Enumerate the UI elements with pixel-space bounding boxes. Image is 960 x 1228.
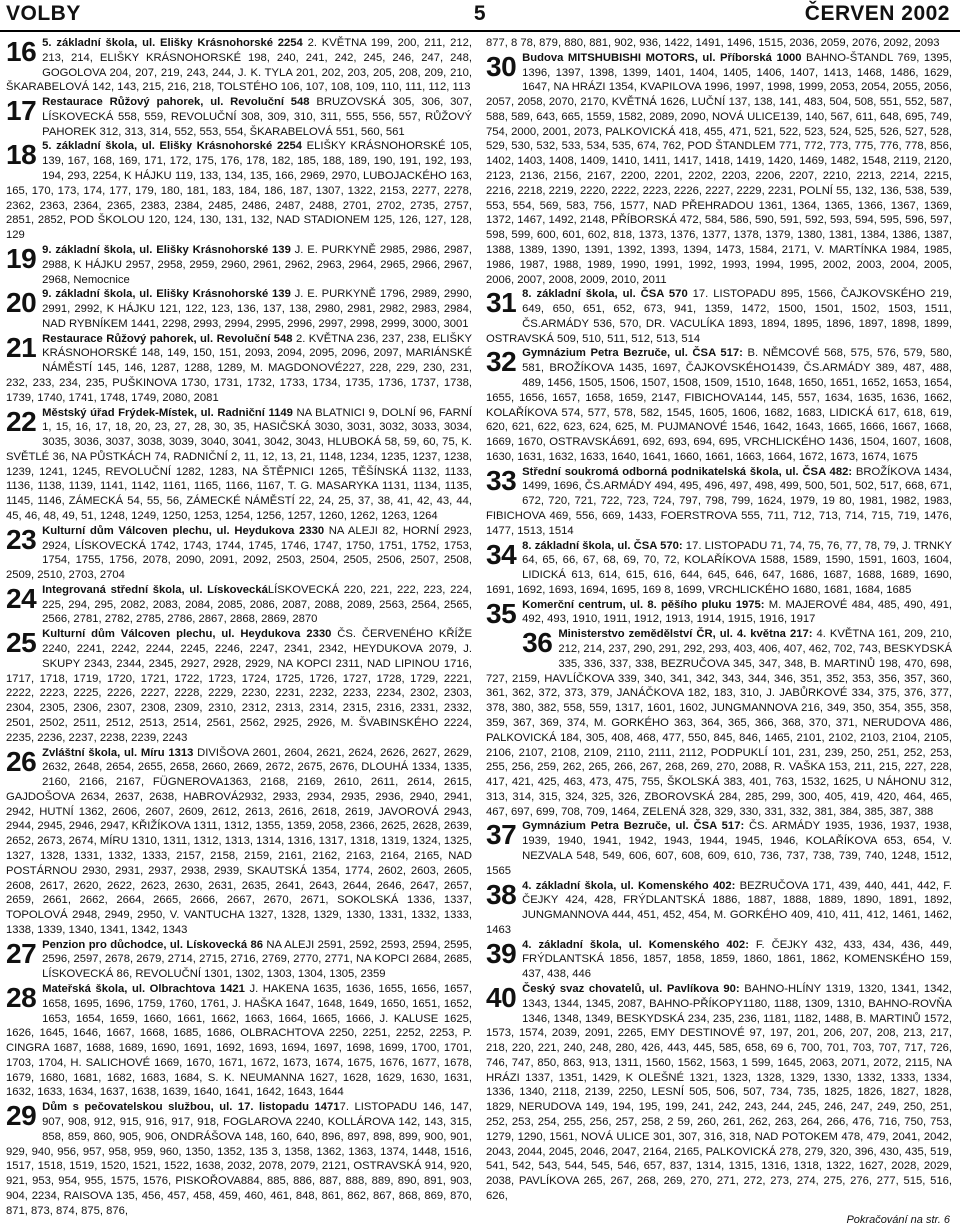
district-number: 26 xyxy=(6,745,37,777)
district-number: 36 xyxy=(522,627,553,659)
street-list: ČS. ARMÁDY 1935, 1936, 1937, 1938, 1939, 1940, 1941, 1942, 1943, 1944, 1945, 1946, KOLAŘÍKOVA 653, 654, V. NEZVALA 548, 549, 606, 607, 608, 609, 610, 736, 737, 738, 739, 740, 1248, 1512, 1565 xyxy=(486,820,952,877)
polling-place: Městský úřad Frýdek-Místek, ul. Radniční 1149 xyxy=(42,406,293,419)
district-number: 29 xyxy=(6,1100,37,1132)
polling-place: 9. základní škola, ul. Elišky Krásnohorské 139 xyxy=(42,243,291,256)
polling-place: 4. základní škola, ul. Komenského 402: xyxy=(522,938,749,951)
district-number: 25 xyxy=(6,627,37,659)
polling-place: 4. základní škola, ul. Komenského 402: xyxy=(522,879,736,892)
polling-place: 8. základní škola, ul. ČSA 570 xyxy=(522,288,688,301)
district-entry xyxy=(486,819,952,878)
district-number: 37 xyxy=(486,819,517,851)
district-number: 20 xyxy=(6,287,37,319)
polling-place: Restaurace Růžový pahorek, ul. Revoluční 548 xyxy=(42,332,293,345)
page-number: 5 xyxy=(473,2,487,25)
street-list: BEZRUČOVA 171, 439, 440, 441, 442, F. ČEJKY 424, 428, FRÝDLANTSKÁ 1886, 1887, 1888, 1889, 1890, 1891, 1892, JUNGMANNOVA 444, 451, 452, 454, M. GORKÉHO 409, 410, 411, 412, 1461, 1462, 1463 xyxy=(486,879,952,936)
polling-place: Střední soukromá odborná podnikatelská škola, ul. ČSA 482: xyxy=(522,465,853,478)
street-list: 17. LISTOPADU 71, 74, 75, 76, 77, 78, 79, J. TRNKY 64, 65, 66, 67, 68, 69, 70, 72, KOLAŘÍKOVA 1588, 1589, 1590, 1591, 1603, 1604, LIDICKÁ 613, 614, 615, 616, 644, 645, 646, 647, 1686, 1687, 1688, 1689, 1690, 1691, 1692, 1693, 1694, 1695, 169 8, 1699, VRCHLICKÉHO 1680, 1681, 1684, 1685 xyxy=(486,539,952,596)
district-entry xyxy=(486,598,952,628)
district-entry xyxy=(6,36,472,95)
continuation-note: Pokračování na str. 6 xyxy=(846,1214,950,1226)
street-list: ČS. ČERVENÉHO KŘÍŽE 2240, 2241, 2242, 2244, 2245, 2246, 2247, 2341, 2342, HEYDUKOVA 2079, J. SKUPY 2343, 2344, 2345, 2927, 2928, 2929, NA KOPCI 2311, NAD LIPINOU 1716, 1717, 1718, 1719, 1720, 1721, 1722, 1723, 1724, 1725, 1726, 1727, 1728, 1729, 2221, 2222, 2223, 2225, 2226, 2227, 2228, 2229, 2230, 2231, 2232, 2233, 2234, 2302, 2303, 2304, 2305, 2306, 2307, 2308, 2309, 2310, 2312, 2313, 2314, 2315, 2316, 2331, 2332, 2501, 2502, 2511, 2512, 2513, 2514, 2561, 2562, 2925, 2926, M. ŠVABINSKÉHO 2224, 2235, 2236, 2237, 2238, 2239, 2243 xyxy=(6,628,472,744)
district-number: 21 xyxy=(6,331,37,363)
street-list: NA ALEJI 2591, 2592, 2593, 2594, 2595, 2596, 2597, 2678, 2679, 2714, 2715, 2716, 2769, 2770, 2771, NA KOPCI 2684, 2685, LÍSKOVECKÁ 86, REVOLUČNÍ 1301, 1302, 1303, 1304, 1305, 2359 xyxy=(42,938,472,981)
street-list: BAHNO-ŠTANDL 769, 1395, 1396, 1397, 1398, 1399, 1401, 1404, 1405, 1406, 1407, 1413, 1468, 1486, 1629, 1647, NA HRÁZI 1354, KVAPILOVA 1996, 1997, 1998, 1999, 2053, 2054, 2055, 2056, 2057, 2058, 2070, 2170, KVĚTNÁ 1626, LUČNÍ 137, 138, 141, 483, 504, 508, 551, 552, 587, 588, 589, 643, 665, 1559, 1582, 2089, 2090, NOVÁ ULICE139, 140, 567, 611, 648, 695, 749, 754, 2000, 2001, 2073, PALKOVICKÁ 418, 455, 471, 521, 522, 523, 524, 525, 526, 527, 528, 529, 530, 532, 533, 534, 535, 674, 762, POD ŠTANDLEM 771, 772, 773, 775, 776, 778, 856, 1402, 1403, 1408, 1409, 1410, 1411, 1417, 1418, 1419, 1420, 1469, 1482, 1548, 2119, 2120, 2123, 2136, 2156, 2167, 2200, 2201, 2202, 2203, 2206, 2207, 2210, 2213, 2214, 2215, 2216, 2218, 2219, 2220, 2222, 2223, 2226, 2227, 2229, 2231, POLNÍ 55, 132, 136, 538, 539, 553, 554, 569, 583, 756, 1577, NAD PŘEHRADOU 1361, 1364, 1365, 1366, 1367, 1369, 1372, 1467, 1492, 2148, PŘÍBORSKÁ 472, 584, 586, 590, 591, 592, 593, 594, 595, 596, 597, 598, 599, 600, 601, 602, 818, 1373, 1376, 1377, 1378, 1379, 1380, 1381, 1384, 1386, 1387, 1388, 1389, 1390, 1391, 1392, 1393, 1394, 1473, 1584, 2171, V. MARTÍNKA 1984, 1985, 1986, 1987, 1988, 1989, 1990, 1991, 1992, 1993, 1994, 1995, 2002, 2003, 2004, 2005, 2006, 2007, 2008, 2009, 2010, 2011 xyxy=(486,51,952,286)
district-entry xyxy=(6,1100,472,1218)
street-list: J. HAKENA 1635, 1636, 1655, 1656, 1657, 1658, 1695, 1696, 1759, 1760, 1761, J. HAŠKA 1647, 1648, 1649, 1650, 1651, 1652, 1653, 1654, 1659, 1660, 1661, 1662, 1663, 1664, 1665, 1666, J. KALUSE 1625, 1626, 1645, 1646, 1667, 1668, 1685, 1686, OLBRACHTOVA 2250, 2251, 2252, 2253, P. CINGRA 1687, 1688, 1689, 1690, 1691, 1692, 1693, 1694, 1697, 1698, 1699, 1700, 1701, 1703, 1704, H. SALICHOVÉ 1669, 1670, 1671, 1672, 1673, 1674, 1675, 1676, 1677, 1678, 1679, 1680, 1681, 1682, 1683, 1684, S. K. NEUMANNA 1627, 1628, 1629, 1630, 1631, 1632, 1633, 1634, 1637, 1638, 1639, 1640, 1641, 1642, 1643, 1644 xyxy=(6,983,472,1099)
street-list: 17. LISTOPADU 895, 1566, ČAJKOVSKÉHO 219, 649, 650, 651, 652, 673, 941, 1359, 1472, 1500, 1501, 1502, 1503, 1511, ČS.ARMÁDY 536, 570, DR. VACULÍKA 1893, 1894, 1895, 1896, 1897, 1898, 1899, OSTRAVSKÁ 509, 510, 511, 512, 513, 514 xyxy=(486,288,952,345)
district-entry xyxy=(486,51,952,288)
district-number: 23 xyxy=(6,523,37,555)
polling-place: 9. základní škola, ul. Elišky Krásnohorské 139 xyxy=(42,288,291,301)
street-list: J. E. PURKYNĚ 2985, 2986, 2987, 2988, K HÁJKU 2957, 2958, 2959, 2960, 2961, 2962, 2963, 2964, 2965, 2966, 2967, 2968, Nemocnice xyxy=(42,243,472,286)
street-list: 7. LISTOPADU 146, 147, 907, 908, 912, 915, 916, 917, 918, FOGLAROVA 2240, KOLLÁROVA 142, 143, 315, 858, 859, 860, 905, 906, ONDRÁŠOVA 148, 160, 640, 896, 897, 898, 899, 900, 901, 929, 940, 956, 957, 958, 959, 960, 1350, 1352, 135 3, 1358, 1362, 1363, 1374, 1448, 1516, 1517, 1518, 1519, 1520, 1521, 1522, 1638, 2032, 2078, 2079, 2121, OSTRAVSKÁ 914, 920, 921, 953, 954, 955, 1575, 1576, PISKOŘOVA884, 885, 886, 887, 888, 889, 890, 891, 903, 904, 2234, RAISOVA 135, 456, 457, 458, 459, 460, 461, 848, 861, 862, 867, 868, 869, 870, 871, 873, 874, 875, 876, xyxy=(6,1101,472,1217)
district-entry xyxy=(486,938,952,982)
polling-place: 5. základní škola, ul. Elišky Krásnohorské 2254 xyxy=(42,37,303,49)
street-list: NA BLATNICI 9, DOLNÍ 96, FARNÍ 1, 15, 16, 17, 18, 20, 23, 27, 28, 30, 35, HASIČSKÁ 3030, 3031, 3032, 3033, 3034, 3035, 3036, 3037, 3038, 3039, 3040, 3041, 3042, 3043, HLUBOKÁ 58, 59, 60, 75, K. SVĚTLÉ 36, NA PŮSTKÁCH 74, RADNIČNÍ 2, 11, 12, 13, 21, 1148, 1234, 1235, 1237, 1238, 1239, 1241, 1245, REVOLUČNÍ 1282, 1283, NA ŠTĚPNICI 1265, TĚŠÍNSKÁ 1132, 1133, 1136, 1138, 1139, 1141, 1142, 1161, 1165, 1166, 1167, T. G. MASARYKA 1131, 1134, 1135, 1145, 1146, ZÁMECKÁ 54, 55, 56, ZÁMECKÉ NÁMĚSTÍ 22, 24, 25, 37, 38, 41, 42, 43, 44, 45, 46, 48, 49, 51, 1248, 1249, 1250, 1253, 1254, 1256, 1257, 1260, 1262, 1263, 1264 xyxy=(6,406,472,522)
polling-place: Restaurace Růžový pahorek, ul. Revoluční 548 xyxy=(42,96,310,109)
district-number: 24 xyxy=(6,582,37,614)
district-number: 33 xyxy=(486,464,517,496)
district-entry xyxy=(486,465,952,539)
polling-place: 5. základní škola, ul. Elišky Krásnohorské 2254 xyxy=(42,140,302,153)
street-list: B. NĚMCOVÉ 568, 575, 576, 579, 580, 581, BROŽÍKOVA 1435, 1697, ČAJKOVSKÉHO1439, ČS.ARMÁDY 389, 487, 488, 489, 1456, 1505, 1506, 1507, 1508, 1509, 1510, 1648, 1650, 1651, 1652, 1653, 1654, 1655, 1656, 1657, 1658, 1659, 2147, FIBICHOVA144, 145, 557, 1634, 1635, 1636, 1662, KOLAŘÍKOVA 574, 577, 578, 582, 1545, 1605, 1606, 1682, 1683, LIDICKÁ 617, 618, 619, 620, 621, 622, 623, 624, 625, M. PUJMANOVÉ 1546, 1642, 1643, 1665, 1666, 1667, 1668, 1669, 1670, OSTRAVSKÁ691, 692, 693, 694, 695, VRCHLICKÉHO 1436, 1504, 1607, 1608, 1630, 1631, 1632, 1633, 1640, 1641, 1660, 1661, 1663, 1664, 1672, 1673, 1674, 1675 xyxy=(486,347,952,463)
left-column xyxy=(6,36,472,1222)
street-list: M. MAJEROVÉ 484, 485, 490, 491, 492, 493, 1910, 1911, 1912, 1913, 1914, 1915, 1916, 1917 xyxy=(522,598,952,626)
district-number: 27 xyxy=(6,937,37,969)
district-entry xyxy=(486,982,952,1204)
district-entry xyxy=(486,346,952,464)
district-entry xyxy=(6,243,472,287)
header-title: VOLBY xyxy=(6,2,81,25)
district-entry xyxy=(6,95,472,139)
polling-place: Komerční centrum, ul. 8. pěšího pluku 1975: xyxy=(522,598,765,611)
polling-place: Gymnázium Petra Bezruče, ul. ČSA 517: xyxy=(522,347,743,360)
page-header xyxy=(0,0,960,32)
district-entry xyxy=(486,287,952,346)
district-entry xyxy=(6,938,472,982)
polling-place: Kulturní dům Válcoven plechu, ul. Heydukova 2330 xyxy=(42,628,332,641)
street-list: DIVIŠOVA 2601, 2604, 2621, 2624, 2626, 2627, 2629, 2632, 2648, 2654, 2655, 2658, 2660, 2669, 2672, 2675, 2676, DLOUHÁ 1334, 1335, 2160, 2166, 2167, FÜGNEROVA1363, 2168, 2169, 2610, 2611, 2614, 2615, GAJDOŠOVA 2634, 2637, 2638, HABROVÁ2932, 2933, 2934, 2935, 2936, 2940, 2941, 2942, HUTNÍ 1362, 2606, 2607, 2609, 2612, 2613, 2616, 2618, 2619, JAVOROVÁ 2943, 2944, 2945, 2946, 2947, KŘIŽÍKOVA 1311, 1312, 1355, 1359, 2058, 2366, 2625, 2628, 2639, 2652, 2673, 2674, MÍRU 1310, 1311, 1312, 1313, 1314, 1316, 1317, 1318, 1319, 1324, 1325, 1327, 1328, 1331, 1332, 1333, 2157, 2158, 2159, 2161, 2162, 2163, 2164, 2165, NAD POSTÁRNOU 2930, 2931, 2937, 2938, 2939, SKAUTSKÁ 1354, 1774, 2602, 2603, 2605, 2608, 2617, 2620, 2622, 2623, 2630, 2631, 2635, 2641, 2643, 2644, 2646, 2647, 2657, 2659, 2661, 2662, 2664, 2665, 2666, 2667, 2670, 2671, SOKOLSKÁ 1336, 1337, TOPOLOVÁ 2948, 2949, 2950, V. VANTUCHA 1327, 1328, 1329, 1330, 1331, 1332, 1333, 1338, 1339, 1340, 1341, 1342, 1343 xyxy=(6,746,472,936)
district-entry xyxy=(486,879,952,938)
header-date: ČERVEN 2002 xyxy=(804,2,950,25)
polling-place: Kulturní dům Válcoven plechu, ul. Heydukova 2330 xyxy=(42,524,325,537)
polling-place: Dům s pečovatelskou službou, ul. 17. listopadu 1471 xyxy=(42,1101,340,1114)
district-entry xyxy=(486,539,952,598)
district-entry xyxy=(6,139,472,242)
district-number: 35 xyxy=(486,597,517,629)
district-entry xyxy=(6,524,472,583)
district-entry xyxy=(6,332,472,406)
district-number: 32 xyxy=(486,346,517,378)
street-list: LÍSKOVECKÁ 220, 221, 222, 223, 224, 225, 294, 295, 2082, 2083, 2084, 2085, 2086, 2087, 2088, 2089, 2563, 2564, 2565, 2566, 2781, 2782, 2785, 2786, 2867, 2868, 2869, 2870 xyxy=(42,583,472,626)
polling-place: Budova MITSHUBISHI MOTORS, ul. Příborská 1000 xyxy=(522,51,802,64)
district-entry xyxy=(6,287,472,331)
district-number: 39 xyxy=(486,937,517,969)
district-number: 40 xyxy=(486,982,517,1013)
street-list: F. ČEJKY 432, 433, 434, 436, 449, FRÝDLANTSKÁ 1856, 1857, 1858, 1859, 1860, 1861, 1862, KOMENSKÉHO 159, 437, 438, 446 xyxy=(522,938,952,981)
street-list: ELIŠKY KRÁSNOHORSKÉ 105, 139, 167, 168, 169, 171, 172, 175, 176, 178, 182, 185, 188, 189, 190, 191, 192, 193, 194, 293, 2254, K HÁJKU 119, 133, 134, 135, 166, 2969, 2970, LUBOJACKÉHO 163, 165, 170, 173, 174, 177, 179, 180, 181, 183, 184, 186, 187, 1307, 1322, 2153, 2277, 2278, 2362, 2363, 2364, 2365, 2383, 2384, 2485, 2486, 2487, 2488, 2701, 2702, 2735, 2757, 2851, 2852, POD ŠKOLOU 120, 124, 130, 131, 132, NAD STADIONEM 125, 126, 127, 128, 129 xyxy=(6,140,472,242)
polling-place: Český svaz chovatelů, ul. Pavlíkova 90: xyxy=(522,983,740,995)
street-list: BRUZOVSKÁ 305, 306, 307, LÍSKOVECKÁ 558, 559, REVOLUČNÍ 308, 309, 310, 311, 555, 556, 557, RŮŽOVÝ PAHOREK 312, 313, 314, 552, 553, 554, ŠKARABELOVÁ 551, 560, 561 xyxy=(42,96,472,138)
street-list: NA ALEJI 82, HORNÍ 2923, 2924, LÍSKOVECKÁ 1742, 1743, 1744, 1745, 1746, 1747, 1750, 1751, 1752, 1753, 1754, 1755, 1756, 2078, 2090, 2091, 2092, 2503, 2504, 2505, 2506, 2507, 2508, 2509, 2510, 2703, 2704 xyxy=(6,524,472,582)
polling-place: Gymnázium Petra Bezruče, ul. ČSA 517: xyxy=(522,820,745,833)
district-number: 30 xyxy=(486,50,517,82)
street-list: BROŽÍKOVA 1434, 1499, 1696, ČS.ARMÁDY 494, 495, 496, 497, 498, 499, 500, 501, 502, 517, 668, 671, 672, 720, 721, 722, 723, 724, 797, 798, 799, 1624, 1979, 19 80, 1981, 1982, 1983, FIBICHOVA 469, 556, 669, 1433, FOERSTROVA 555, 711, 712, 713, 714, 715, 719, 1476, 1477, 1513, 1514 xyxy=(486,465,952,537)
continuation-text: 877, 8 78, 879, 880, 881, 902, 936, 1422, 1491, 1496, 1515, 2036, 2059, 2076, 2092, 2093 xyxy=(486,37,940,49)
district-entry xyxy=(486,627,952,819)
district-number: 22 xyxy=(6,405,37,437)
street-list: 2. KVĚTNA 199, 200, 211, 212, 213, 214, ELIŠKY KRÁSNOHORSKÉ 198, 240, 241, 242, 245, 246, 247, 248, GOGOLOVA 204, 207, 219, 243, 244, J. K. TYLA 201, 202, 203, 205, 208, 209, 210, ŠKARABELOVÁ 142, 143, 215, 216, 218, TOLSTÉHO 106, 107, 108, 109, 110, 111, 112, 113 xyxy=(6,37,472,94)
polling-place: Mateřská škola, ul. Olbrachtova 1421 xyxy=(42,983,245,995)
right-column xyxy=(486,36,952,1222)
street-list: 2. KVĚTNA 236, 237, 238, ELIŠKY KRÁSNOHORSKÉ 148, 149, 150, 151, 2093, 2094, 2095, 2096, 2097, MARIÁNSKÉ NÁMĚSTÍ 145, 146, 1287, 1288, 1289, M. MAGDONOVÉ227, 228, 229, 230, 231, 232, 233, 234, 235, PUŠKINOVA 1730, 1731, 1732, 1733, 1734, 1735, 1736, 1737, 1738, 1739, 1740, 1741, 1748, 1749, 2080, 2081 xyxy=(6,332,472,404)
district-number: 34 xyxy=(486,538,517,570)
polling-place: Ministerstvo zemědělství ČR, ul. 4. května 217: xyxy=(558,628,813,641)
street-list: BAHNO-HLÍNY 1319, 1320, 1341, 1342, 1343, 1344, 1345, 2087, BAHNO-PŘÍKOPY1180, 1188, 1309, 1310, BAHNO-ROVŇA 1346, 1348, 1349, BESKYDSKÁ 234, 235, 236, 1181, 1182, 1488, B. MARTINŮ 1572, 1573, 1574, 2039, 2091, 2265, EMY DESTINOVÉ 97, 197, 201, 206, 207, 208, 213, 217, 218, 220, 221, 240, 248, 280, 426, 443, 445, 585, 658, 69 6, 700, 701, 703, 707, 717, 726, 746, 747, 850, 863, 913, 1311, 1560, 1562, 1563, 1 599, 1645, 2063, 2071, 2072, 2115, NA HRÁZI 1337, 1351, 1429, K OLEŠNÉ 1321, 1323, 1328, 1329, 1330, 1332, 1333, 1334, 1336, 1340, 2118, 2139, 2250, LESNÍ 505, 506, 507, 734, 735, 1825, 1826, 1827, 1828, 1829, NERUDOVA 149, 194, 195, 199, 241, 242, 243, 244, 245, 246, 247, 249, 250, 251, 252, 253, 254, 255, 256, 257, 258, 2 59, 260, 261, 262, 263, 264, 266, 476, 716, 750, 753, 1279, 1290, 1561, NOVÁ ULICE 301, 307, 316, 318, NAD POTOKEM 478, 479, 2041, 2042, 2043, 2044, 2045, 2046, 2047, 2164, 2165, PALKOVICKÁ 278, 279, 320, 396, 430, 435, 519, 541, 542, 543, 544, 545, 546, 657, 837, 1314, 1315, 1316, 1318, 1322, 1627, 2028, 2029, 2038, PAVLÍKOVA 265, 267, 268, 269, 270, 271, 272, 273, 274, 275, 276, 277, 515, 516, 626, xyxy=(486,983,952,1202)
polling-place: Zvláštní škola, ul. Míru 1313 xyxy=(42,746,194,759)
district-number: 31 xyxy=(486,287,517,319)
district-entry xyxy=(6,583,472,627)
district-number: 38 xyxy=(486,878,517,910)
polling-place: 8. základní škola, ul. ČSA 570: xyxy=(522,539,683,552)
polling-place: Penzion pro důchodce, ul. Lískovecká 86 xyxy=(42,938,263,951)
district-entry xyxy=(6,406,472,524)
district-number: 18 xyxy=(6,139,37,171)
street-list: J. E. PURKYNĚ 1796, 2989, 2990, 2991, 2992, K HÁJKU 121, 122, 123, 136, 137, 138, 2980, 2981, 2982, 2983, 2984, NAD RYBNÍKEM 1441, 2298, 2993, 2994, 2995, 2996, 2997, 2998, 2999, 3000, 3001 xyxy=(42,288,472,330)
district-entry xyxy=(6,982,472,1100)
polling-place: Integrovaná střední škola, ul. Lískovecká xyxy=(42,583,268,596)
street-list: 4. KVĚTNA 161, 209, 210, 212, 214, 237, 290, 291, 292, 293, 403, 406, 407, 462, 702, 743, BESKYDSKÁ 335, 336, 337, 338, BEZRUČOVA 345, 347, 348, B. MARTINŮ 198, 470, 698, 727, 2159, HAVLÍČKOVA 339, 340, 341, 342, 343, 344, 346, 351, 352, 353, 356, 357, 360, 361, 362, 372, 373, 379, JANÁČKOVA 182, 183, 310, J. JABŮRKOVÉ 334, 375, 376, 377, 378, 380, 382, 558, 559, 1317, 1601, 1602, JUNGMANNOVA 216, 349, 350, 354, 355, 358, 359, 367, 369, 374, M. GORKÉHO 363, 364, 365, 366, 368, 370, 371, NERUDOVA 486, PALKOVICKÁ 184, 305, 408, 468, 477, 550, 845, 846, 1465, 2101, 2102, 2103, 2104, 2105, 2106, 2107, 2108, 2109, 2110, 2111, 2112, PODPUKLÍ 101, 231, 239, 250, 251, 252, 253, 255, 256, 259, 262, 265, 266, 267, 268, 269, 270, 2088, R. VAŠKA 153, 211, 215, 227, 228, 417, 421, 425, 463, 473, 475, 755, ŠKOLSKÁ 383, 401, 763, 1532, 1625, U NÁHONU 312, 313, 314, 315, 324, 325, 326, ZBOROVSKÁ 284, 285, 299, 300, 405, 419, 420, 464, 465, 467, 697, 699, 708, 709, 1464, ZELENÁ 328, 329, 330, 331, 332, 381, 384, 385, 387, 388 xyxy=(486,628,952,818)
district-entry xyxy=(6,746,472,938)
district-number: 28 xyxy=(6,982,37,1013)
district-number: 16 xyxy=(6,36,37,67)
district-number: 19 xyxy=(6,242,37,274)
district-number: 17 xyxy=(6,95,37,127)
district-entry xyxy=(6,627,472,745)
